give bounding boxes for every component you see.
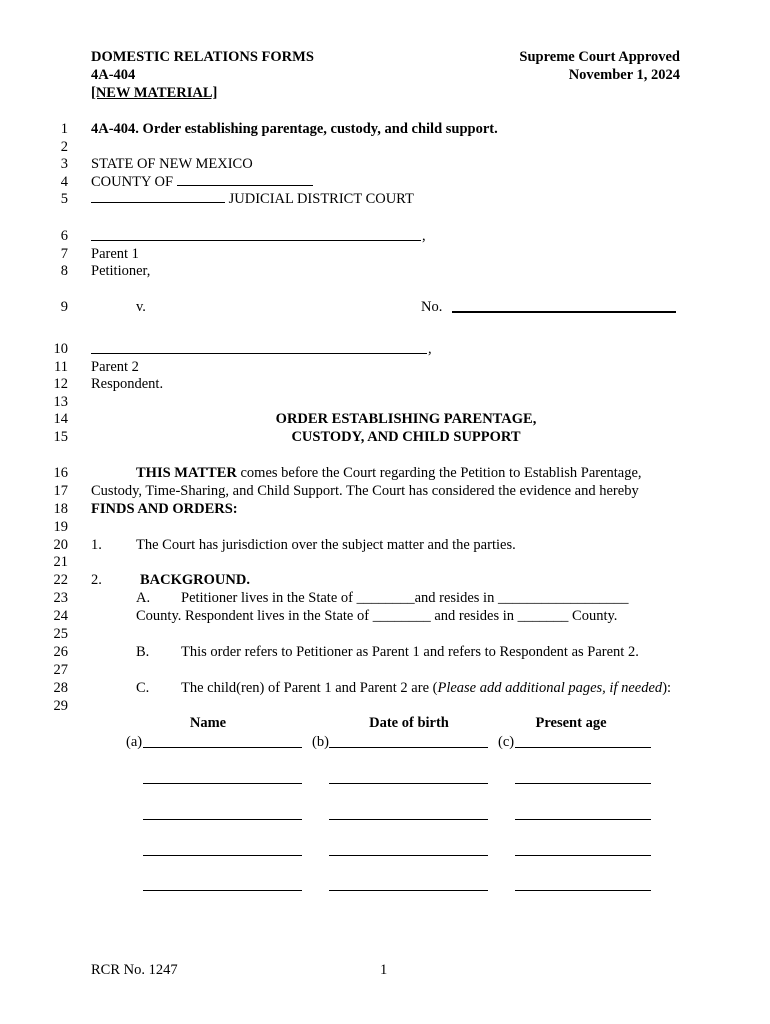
line-number: 18	[53, 501, 68, 517]
item2b-label: B.	[136, 644, 150, 660]
line-number: 24	[53, 608, 68, 624]
petitioner-county-blank[interactable]: __________________	[497, 590, 629, 606]
form-title: 4A-404. Order establishing parentage, custody, and child support.	[91, 121, 498, 137]
item2a-line1	[181, 589, 628, 607]
child-dob-field[interactable]	[329, 783, 488, 784]
respondent-county-blank[interactable]: _______	[517, 608, 569, 624]
parent1-name-line[interactable]	[91, 240, 421, 241]
intro-finds-orders: FINDS AND ORDERS:	[91, 501, 238, 517]
line-number: 15	[53, 429, 68, 445]
col-header-name: Name	[189, 715, 227, 731]
child-age-field[interactable]	[515, 783, 651, 784]
caption-state: STATE OF NEW MEXICO	[91, 156, 253, 172]
line-number: 4	[60, 174, 68, 190]
child-dob-field[interactable]	[329, 819, 488, 820]
line-number: 13	[53, 394, 68, 410]
item2c-text2: ):	[662, 680, 672, 696]
line-number: 3	[60, 156, 68, 172]
item2b-text: This order refers to Petitioner as Parent 1 and refers to Respondent as Parent 2.	[181, 644, 639, 660]
item2c-text	[181, 679, 671, 697]
item2a-text1: Petitioner lives in the State of	[181, 590, 353, 606]
line-number: 6	[60, 228, 68, 244]
child-name-field[interactable]	[143, 855, 302, 856]
parent2-comma: ,	[428, 341, 432, 357]
line-number: 16	[53, 465, 68, 481]
line-number: 14	[53, 411, 68, 427]
county-label: COUNTY OF	[91, 174, 174, 190]
item2c-text1: The child(ren) of Parent 1 and Parent 2 are (	[181, 680, 438, 696]
line-number: 26	[53, 644, 68, 660]
line-number: 17	[53, 483, 68, 499]
line-number: 5	[60, 191, 68, 207]
item2c-note: Please add additional pages, if needed	[437, 680, 663, 696]
line-number: 29	[53, 698, 68, 714]
child-age-field[interactable]	[515, 890, 651, 891]
header-approval-date: November 1, 2024	[568, 67, 680, 83]
footer-page-number: 1	[380, 962, 388, 978]
intro-lead: THIS MATTER	[136, 465, 237, 481]
item2a-text2: and resides in	[414, 590, 495, 606]
item2a-line2	[136, 607, 617, 625]
line-number: 8	[60, 263, 68, 279]
header-new-material: [NEW MATERIAL]	[91, 85, 218, 101]
line-number: 10	[53, 341, 68, 357]
line-number: 9	[60, 299, 68, 315]
header-form-number: 4A-404	[91, 67, 136, 83]
order-title-line1: ORDER ESTABLISHING PARENTAGE,	[275, 411, 537, 427]
item2-number: 2.	[91, 572, 102, 588]
respondent-state-blank[interactable]: ________	[372, 608, 431, 624]
col-header-dob: Date of birth	[369, 715, 449, 731]
line-number: 23	[53, 590, 68, 606]
petitioner-state-blank[interactable]: ________	[356, 590, 415, 606]
intro-line2: Custody, Time-Sharing, and Child Support. The Court has considered the evidence and hereby	[91, 483, 639, 499]
versus-label: v.	[136, 299, 146, 315]
line-number: 12	[53, 376, 68, 392]
case-number-line[interactable]	[452, 311, 676, 313]
item2a-text5: County.	[572, 608, 618, 624]
item2a-label: A.	[136, 590, 151, 606]
child-dob-field[interactable]	[329, 890, 488, 891]
item2-heading: BACKGROUND.	[140, 572, 250, 588]
line-number: 28	[53, 680, 68, 696]
item1-text: The Court has jurisdiction over the subject matter and the parties.	[136, 537, 516, 553]
child-age-field[interactable]	[515, 855, 651, 856]
line-number: 1	[60, 121, 68, 137]
district-blank[interactable]	[91, 190, 225, 203]
header-approval: Supreme Court Approved	[519, 49, 680, 65]
child-age-field[interactable]	[515, 819, 651, 820]
petitioner-label: Petitioner,	[91, 263, 151, 279]
item2c-label: C.	[136, 680, 150, 696]
intro-line1-text: comes before the Court regarding the Petition to Establish Parentage,	[240, 465, 642, 481]
court-label: JUDICIAL DISTRICT COURT	[228, 191, 414, 207]
item2a-text3: County. Respondent lives in the State of	[136, 608, 370, 624]
child-name-field[interactable]	[143, 783, 302, 784]
row-marker-b: (b)	[312, 734, 329, 750]
intro-line1	[136, 464, 642, 482]
child-name-field[interactable]	[143, 819, 302, 820]
line-number: 21	[53, 554, 68, 570]
caption-county-line	[91, 173, 313, 191]
line-number: 7	[60, 246, 68, 262]
line-number: 22	[53, 572, 68, 588]
footer-rcr: RCR No. 1247	[91, 962, 178, 978]
county-blank[interactable]	[177, 173, 313, 186]
child-name-field[interactable]	[143, 890, 302, 891]
line-number: 25	[53, 626, 68, 642]
row-marker-a: (a)	[126, 734, 143, 750]
child-dob-field[interactable]	[329, 855, 488, 856]
child-age-field[interactable]	[515, 747, 651, 748]
line-number: 27	[53, 662, 68, 678]
parent2-name-line[interactable]	[91, 353, 427, 354]
header-form-series: DOMESTIC RELATIONS FORMS	[91, 49, 314, 65]
child-dob-field[interactable]	[329, 747, 488, 748]
child-name-field[interactable]	[143, 747, 302, 748]
line-number: 20	[53, 537, 68, 553]
parent1-comma: ,	[422, 228, 426, 244]
line-number: 19	[53, 519, 68, 535]
case-number-label: No.	[421, 299, 443, 315]
parent1-label: Parent 1	[91, 246, 139, 262]
col-header-age: Present age	[535, 715, 607, 731]
item1-number: 1.	[91, 537, 102, 553]
row-marker-c: (c)	[498, 734, 515, 750]
line-number: 11	[54, 359, 68, 375]
respondent-label: Respondent.	[91, 376, 164, 392]
parent2-label: Parent 2	[91, 359, 139, 375]
item2a-text4: and resides in	[434, 608, 515, 624]
line-number: 2	[60, 139, 68, 155]
order-title-line2: CUSTODY, AND CHILD SUPPORT	[291, 429, 521, 445]
caption-court-line	[91, 190, 414, 208]
